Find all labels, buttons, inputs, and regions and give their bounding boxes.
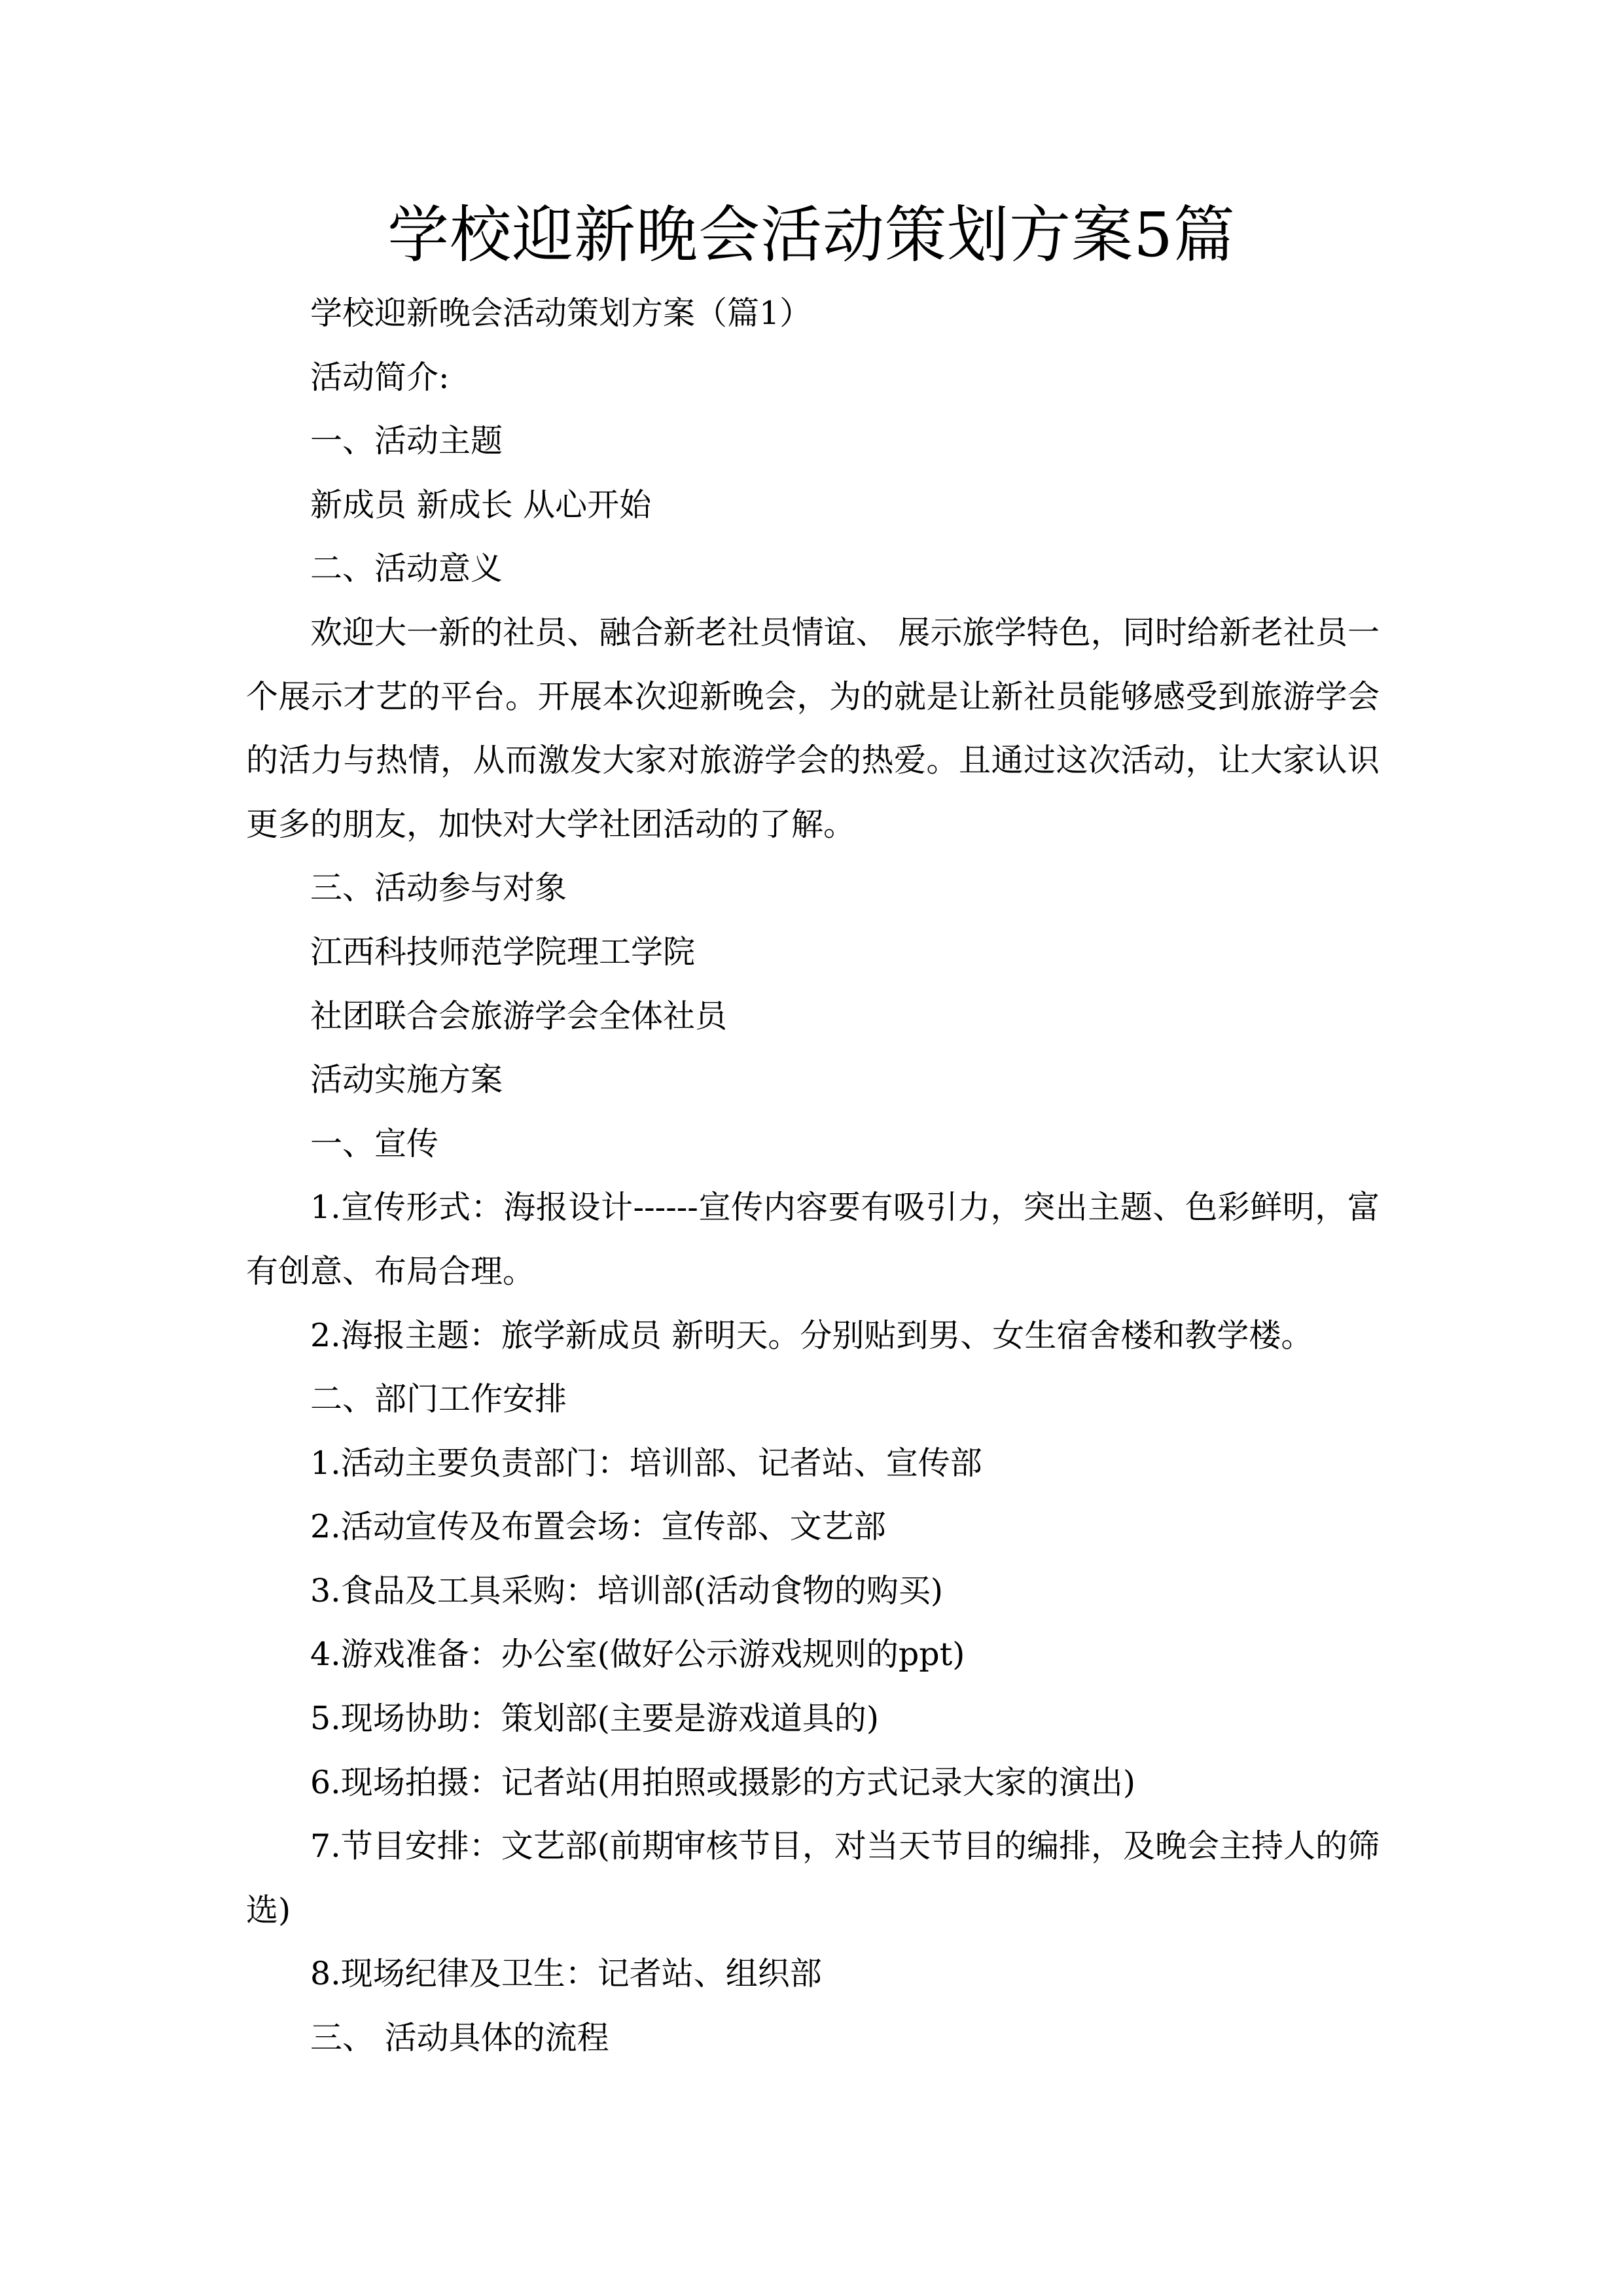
department-item-8: 8.现场纪律及卫生：记者站、组织部	[310, 1955, 822, 1993]
department-item-6: 6.现场拍摄：记者站(用拍照或摄影的方式记录大家的演出)	[310, 1763, 1135, 1801]
promotion-item-1: 1.宣传形式：海报设计------宣传内容要有吸引力，突出主题、色彩鲜明，富有创意、布局合理。	[246, 1189, 1380, 1290]
participant-school: 江西科技师范学院理工学院	[310, 933, 696, 971]
section-heading-part1: 学校迎新晚会活动策划方案（篇1）	[310, 295, 812, 332]
document-body	[246, 281, 1380, 2070]
theme-heading: 一、活动主题	[310, 422, 503, 460]
participant-club: 社团联合会旅游学会全体社员	[310, 997, 728, 1035]
activity-intro-heading: 活动简介:	[310, 358, 450, 396]
department-item-5: 5.现场协助：策划部(主要是游戏道具的)	[310, 1700, 879, 1738]
promotion-heading: 一、宣传	[310, 1124, 439, 1162]
department-item-7: 7.节目安排：文艺部(前期审核节目，对当天节目的编排，及晚会主持人的筛选)	[246, 1827, 1380, 1929]
significance-heading: 二、活动意义	[310, 550, 503, 588]
department-item-1: 1.活动主要负责部门：培训部、记者站、宣传部	[310, 1444, 982, 1482]
process-heading: 三、 活动具体的流程	[310, 2019, 609, 2057]
department-item-3: 3.食品及工具采购：培训部(活动食物的购买)	[310, 1571, 943, 1609]
department-item-4: 4.游戏准备：办公室(做好公示游戏规则的ppt)	[310, 1636, 965, 1674]
theme-text: 新成员 新成长 从心开始	[310, 486, 652, 524]
document-title: 学校迎新晚会活动策划方案5篇	[387, 200, 1236, 271]
significance-paragraph: 欢迎大一新的社员、融合新老社员情谊、 展示旅学特色，同时给新老社员一个展示才艺的平台。开展本次迎新晚会，为的就是让新社员能够感受到旅游学会的活力与热情，从而激发大家对旅游学会的热爱。且通过这次活动，让大家认识更多的朋友，加快对大学社团活动的了解。	[246, 613, 1380, 843]
department-item-2: 2.活动宣传及布置会场：宣传部、文艺部	[310, 1508, 886, 1546]
promotion-item-2: 2.海报主题：旅学新成员 新明天。分别贴到男、女生宿舍楼和教学楼。	[310, 1316, 1313, 1354]
implementation-heading: 活动实施方案	[310, 1061, 503, 1099]
department-heading: 二、部门工作安排	[310, 1380, 567, 1418]
participants-heading: 三、活动参与对象	[310, 869, 567, 907]
